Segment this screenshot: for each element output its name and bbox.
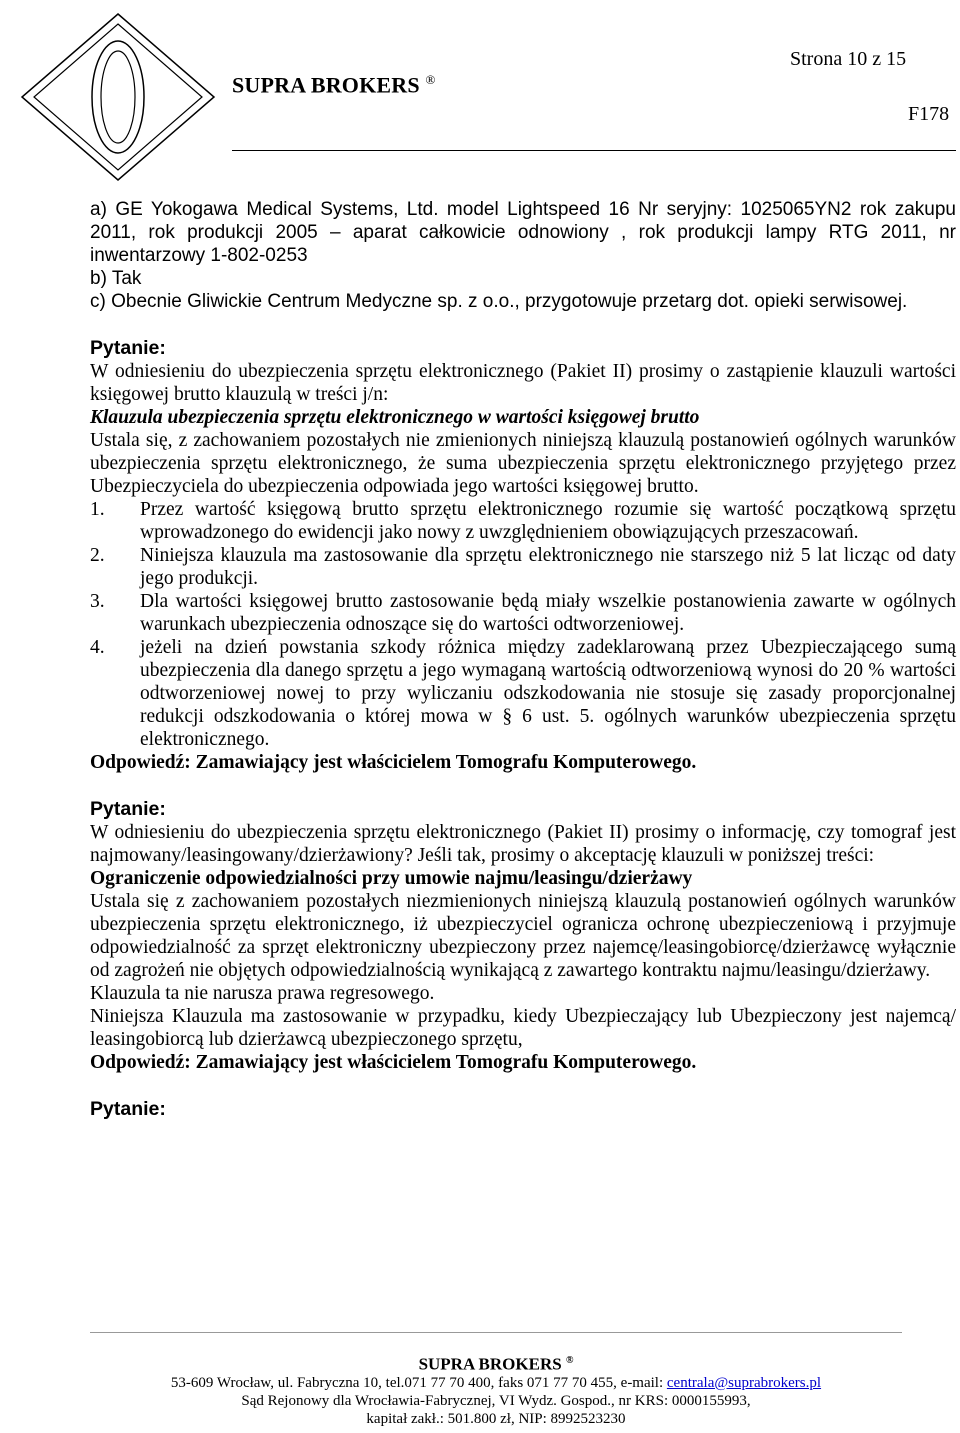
answer-line-a: a) GE Yokogawa Medical Systems, Ltd. model Lightspeed 16 Nr seryjny: 1025065YN2 rok zakupu 2011, rok produkcji 2005 – aparat całkowicie odnowiony , rok produkcji lampy RTG 2011, nr inwentarzowy 1-802-0253 xyxy=(90,199,956,266)
footer xyxy=(90,1352,902,1428)
answer-line-c: c) Obecnie Gliwickie Centrum Medyczne sp. z o.o., przygotowuje przetarg dot. opieki serwisowej. xyxy=(90,291,908,312)
clause-title: Klauzula ubezpieczenia sprzętu elektronicznego w wartości księgowej brutto xyxy=(90,407,700,428)
point-number: 4. xyxy=(90,637,105,658)
supra-logo xyxy=(18,12,218,182)
clause-point xyxy=(90,498,956,544)
question-intro: W odniesieniu do ubezpieczenia sprzętu elektronicznego (Pakiet II) prosimy o informację, czy tomograf jest najmowany/leasingowany/dzierżawiony? Jeśli tak, prosimy o akceptację klauzuli w poniższej treści: xyxy=(90,822,956,866)
clause-line: Klauzula ta nie narusza prawa regresowego. xyxy=(90,983,435,1004)
footer-brand-name: SUPRA BROKERS xyxy=(418,1354,562,1374)
clause-point xyxy=(90,590,956,636)
clause-title: Ograniczenie odpowiedzialności przy umowie najmu/leasingu/dzierżawy xyxy=(90,868,693,889)
footer-capital: kapitał zakł.: 501.800 zł, NIP: 8992523230 xyxy=(366,1410,626,1427)
footer-address-line xyxy=(90,1374,902,1392)
question-label: Pytanie: xyxy=(90,337,166,359)
point-number: 2. xyxy=(90,545,105,566)
clause-body: Ustala się, z zachowaniem pozostałych nie zmienionych niniejszą klauzulą postanowień ogólnych warunków ubezpieczenia sprzętu elektronicznego, że suma ubezpieczenia sprzętu elektronicznego przyjętego przez Ubezpieczyciela do ubezpieczenia odpowiada jego wartości księgowej brutto. xyxy=(90,430,956,497)
footer-email-link[interactable]: centrala@suprabrokers.pl xyxy=(666,1374,822,1391)
page-content xyxy=(90,198,956,1121)
answer: Odpowiedź: Zamawiający jest właścicielem Tomografu Komputerowego. xyxy=(90,752,697,773)
point-text: Dla wartości księgowej brutto zastosowanie będą miały wszelkie postanowienia zawarte w ogólnych warunkach ubezpieczenia odnoszące się do wartości odtworzeniowej. xyxy=(140,591,956,635)
point-number: 1. xyxy=(90,499,105,520)
question-label: Pytanie: xyxy=(90,1098,166,1120)
header-brand xyxy=(232,72,436,98)
document-id: F178 xyxy=(908,103,950,125)
question-intro: W odniesieniu do ubezpieczenia sprzętu elektronicznego (Pakiet II) prosimy o zastąpienie klauzuli wartości księgowej brutto klauzulą w treści j/n: xyxy=(90,361,956,405)
clause-line: Niniejsza Klauzula ma zastosowanie w przypadku, kiedy Ubezpieczający lub Ubezpieczony jest najemcą/ leasingobiorcą lub dzierżawcą ubezpieczonego sprzętu, xyxy=(90,1006,956,1050)
footer-registered-mark: ® xyxy=(565,1355,574,1366)
question-label: Pytanie: xyxy=(90,798,166,820)
footer-brand xyxy=(90,1352,902,1374)
clause-point xyxy=(90,636,956,751)
point-text: Przez wartość księgową brutto sprzętu elektronicznego rozumie się wartość początkową sprzętu wprowadzonego do ewidencji jako nowy z uwzględnieniem obowiązujących przeszacowań. xyxy=(140,499,956,543)
answer-line-b: b) Tak xyxy=(90,268,142,289)
clause-point xyxy=(90,544,956,590)
registered-mark: ® xyxy=(425,72,436,87)
footer-rule xyxy=(90,1332,902,1333)
header-rule xyxy=(232,150,956,151)
point-number: 3. xyxy=(90,591,105,612)
point-text: jeżeli na dzień powstania szkody różnica między zadeklarowaną przez Ubezpieczającego sumą ubezpieczenia dla danego sprzętu a jego wymaganą wartością odtworzeniową wynosi do 20 % wartości odtworzeniowej nowej to przy wyliczaniu odszkodowania nie stosuje się zasady proporcjonalnej redukcji odszkodowania o której mowa w § 6 ust. 5. ogólnych warunków ubezpieczenia sprzętu elektronicznego. xyxy=(140,637,956,750)
brand-name: SUPRA BROKERS xyxy=(232,72,420,98)
clause-body: Ustala się z zachowaniem pozostałych niezmienionych niniejszą klauzulą postanowień ogólnych warunków ubezpieczenia sprzętu elektronicznego, iż ubezpieczyciel ogranicza ochronę ubezpieczeniową i przyjmuje odpowiedzialność za sprzęt elektroniczny ubezpieczony przez najemcę/leasingobiorcę/dzierżawcę wyłącznie od zagrożeń nie objętych odpowiedzialnością wynikającą z zawartego kontraktu najmu/leasingu/dzierżawy. xyxy=(90,891,956,981)
answer: Odpowiedź: Zamawiający jest właścicielem Tomografu Komputerowego. xyxy=(90,1052,697,1073)
footer-address: 53-609 Wrocław, ul. Fabryczna 10, tel.071 77 70 400, faks 071 77 70 455, e-mail: xyxy=(170,1374,667,1391)
point-text: Niniejsza klauzula ma zastosowanie dla sprzętu elektronicznego nie starszego niż 5 lat licząc od daty jego produkcji. xyxy=(140,545,956,589)
page-number: Strona 10 z 15 xyxy=(790,48,907,70)
footer-court: Sąd Rejonowy dla Wrocławia-Fabrycznej, VI Wydz. Gospod., nr KRS: 0000155993, xyxy=(241,1392,751,1409)
